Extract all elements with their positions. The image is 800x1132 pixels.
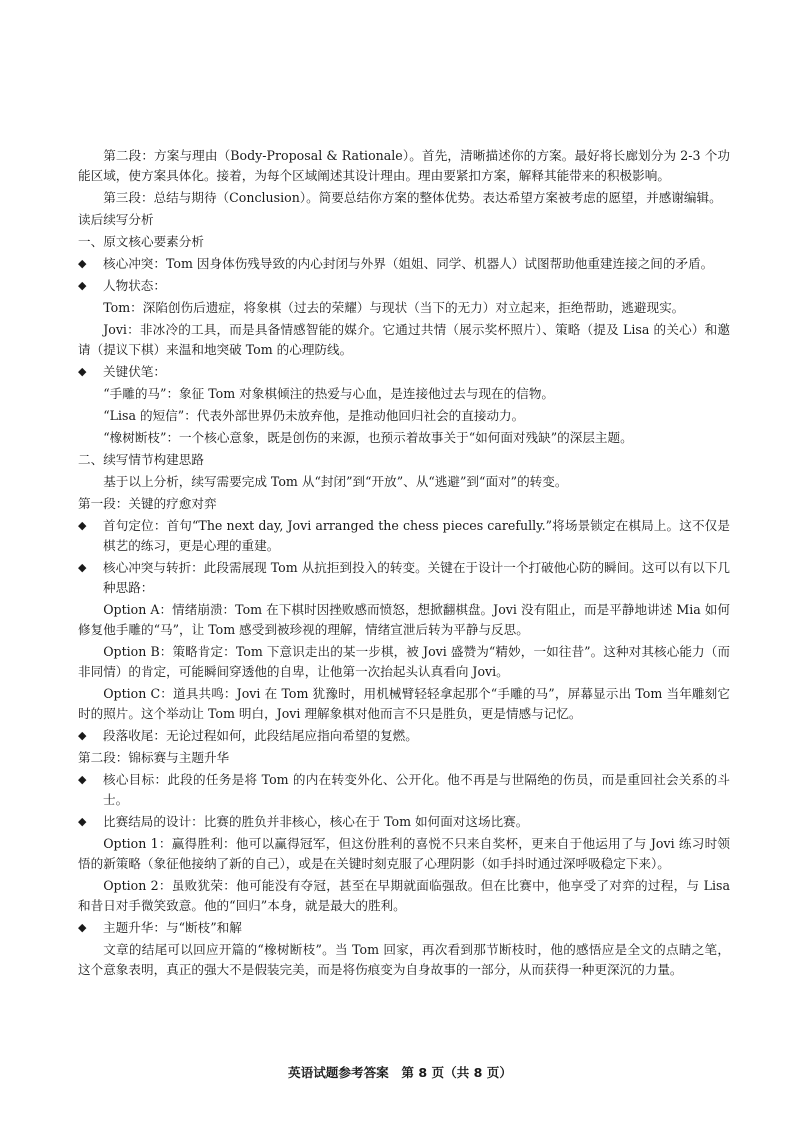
paragraph: 文章的结尾可以回应开篇的“橡树断枝”。当 Tom 回家，再次看到那节断枝时，他的感悟应是全文的点睛之笔，这个意象表明，真正的强大不是假装完美，而是将伤痕变为自身故事的一部分，从而获得一种更深沉的力量。 — [78, 942, 730, 977]
section-heading: 一、原文核心要素分析 — [78, 234, 204, 249]
diamond-bullet-icon: ◆ — [78, 279, 87, 292]
paragraph: “橡树断枝”：一个核心意象，既是创伤的来源，也预示着故事关于“如何面对残缺”的深层主题。 — [103, 430, 633, 445]
bullet-item — [78, 516, 730, 556]
bullet-text: 核心目标：此段的任务是将 Tom 的内在转变外化、公开化。他不再是与世隔绝的伤员，而是重回社会关系的斗士。 — [103, 772, 730, 807]
paragraph: 第三段：总结与期待（Conclusion）。简要总结你方案的整体优势。表达希望方案被考虑的愿望，并感谢编辑。 — [103, 190, 722, 205]
diamond-bullet-icon: ◆ — [78, 773, 87, 786]
section-heading: 读后续写分析 — [78, 212, 154, 227]
paragraph: “Lisa 的短信”：代表外部世界仍未放弃他，是推动他回归社会的直接动力。 — [103, 408, 525, 423]
bullet-item — [78, 254, 730, 274]
document-body — [78, 146, 730, 982]
diamond-bullet-icon: ◆ — [78, 921, 87, 934]
paragraph: Option 2：虽败犹荣：他可能没有夺冠，甚至在早期就面临强敌。但在比赛中，他享受了对弈的过程，与 Lisa 和昔日对手微笑致意。他的“回归”本身，就是最大的胜利。 — [78, 878, 730, 913]
bullet-item — [78, 276, 730, 296]
diamond-bullet-icon: ◆ — [78, 257, 87, 270]
bullet-text: 主题升华：与“断枝”和解 — [103, 920, 242, 935]
bullet-text: 关键伏笔： — [103, 364, 166, 379]
bullet-item — [78, 726, 730, 746]
section-heading: 二、续写情节构建思路 — [78, 452, 204, 467]
paragraph: 第二段：方案与理由（Body-Proposal & Rationale）。首先，清晰描述你的方案。最好将长廊划分为 2-3 个功能区域，使方案具体化。接着，为每个区域阐述其设计理由。理由要紧扣方案，解释其能带来的积极影响。 — [78, 148, 730, 183]
diamond-bullet-icon: ◆ — [78, 365, 87, 378]
paragraph: “手雕的马”：象征 Tom 对象棋倾注的热爱与心血，是连接他过去与现在的信物。 — [103, 386, 555, 401]
paragraph: Option B：策略肯定：Tom 下意识走出的某一步棋，被 Jovi 盛赞为“精妙，一如往昔”。这种对其核心能力（而非同情）的肯定，可能瞬间穿透他的自卑，让他第一次抬起头认真看向 Jovi。 — [78, 644, 730, 679]
diamond-bullet-icon: ◆ — [78, 561, 87, 574]
section-heading: 第一段：关键的疗愈对弈 — [78, 496, 217, 511]
bullet-text: 比赛结局的设计：比赛的胜负并非核心，核心在于 Tom 如何面对这场比赛。 — [103, 814, 529, 829]
bullet-text: 核心冲突与转折：此段需展现 Tom 从抗拒到投入的转变。关键在于设计一个打破他心防的瞬间。这可以有以下几种思路： — [103, 560, 730, 595]
paragraph: Option A：情绪崩溃：Tom 在下棋时因挫败感而愤怒，想掀翻棋盘。Jovi 没有阻止，而是平静地讲述 Mia 如何修复他手雕的“马”，让 Tom 感受到被珍视的理解，情绪宣泄后转为平静与反思。 — [78, 602, 730, 637]
bullet-item — [78, 362, 730, 382]
paragraph: Option C：道具共鸣：Jovi 在 Tom 犹豫时，用机械臂轻轻拿起那个“手雕的马”，屏幕显示出 Tom 当年雕刻它时的照片。这个举动让 Tom 明白，Jovi 理解象棋对他而言不只是胜负，更是情感与记忆。 — [78, 686, 730, 721]
bullet-text: 段落收尾：无论过程如何，此段结尾应指向希望的复燃。 — [103, 728, 418, 743]
bullet-text: 人物状态： — [103, 278, 166, 293]
bullet-text: 首句定位：首句“The next day, Jovi arranged the chess pieces carefully.”将场景锁定在棋局上。这不仅是棋艺的练习，更是心理的重建。 — [103, 518, 730, 553]
page-footer: 英语试题参考答案 第 8 页（共 8 页） — [288, 1065, 512, 1080]
bullet-item — [78, 558, 730, 598]
bullet-text: 核心冲突：Tom 因身体伤残导致的内心封闭与外界（姐姐、同学、机器人）试图帮助他重建连接之间的矛盾。 — [103, 256, 714, 271]
paragraph: Tom：深陷创伤后遗症，将象棋（过去的荣耀）与现状（当下的无力）对立起来，拒绝帮助，逃避现实。 — [103, 300, 685, 315]
diamond-bullet-icon: ◆ — [78, 729, 87, 742]
section-heading: 第二段：锦标赛与主题升华 — [78, 750, 230, 765]
paragraph: 基于以上分析，续写需要完成 Tom 从“封闭”到“开放”、从“逃避”到“面对”的转变。 — [103, 474, 568, 489]
bullet-item — [78, 812, 730, 832]
bullet-item — [78, 918, 730, 938]
paragraph: Jovi：非冰冷的工具，而是具备情感智能的媒介。它通过共情（展示奖杯照片）、策略（提及 Lisa 的关心）和邀请（提议下棋）来温和地突破 Tom 的心理防线。 — [78, 322, 730, 357]
bullet-item — [78, 770, 730, 810]
diamond-bullet-icon: ◆ — [78, 815, 87, 828]
paragraph: Option 1：赢得胜利：他可以赢得冠军，但这份胜利的喜悦不只来自奖杯，更来自于他运用了与 Jovi 练习时领悟的新策略（象征他接纳了新的自己），或是在关键时刻克服了心理阴影（如手抖时通过深呼吸稳定下来）。 — [78, 836, 730, 871]
diamond-bullet-icon: ◆ — [78, 519, 87, 532]
